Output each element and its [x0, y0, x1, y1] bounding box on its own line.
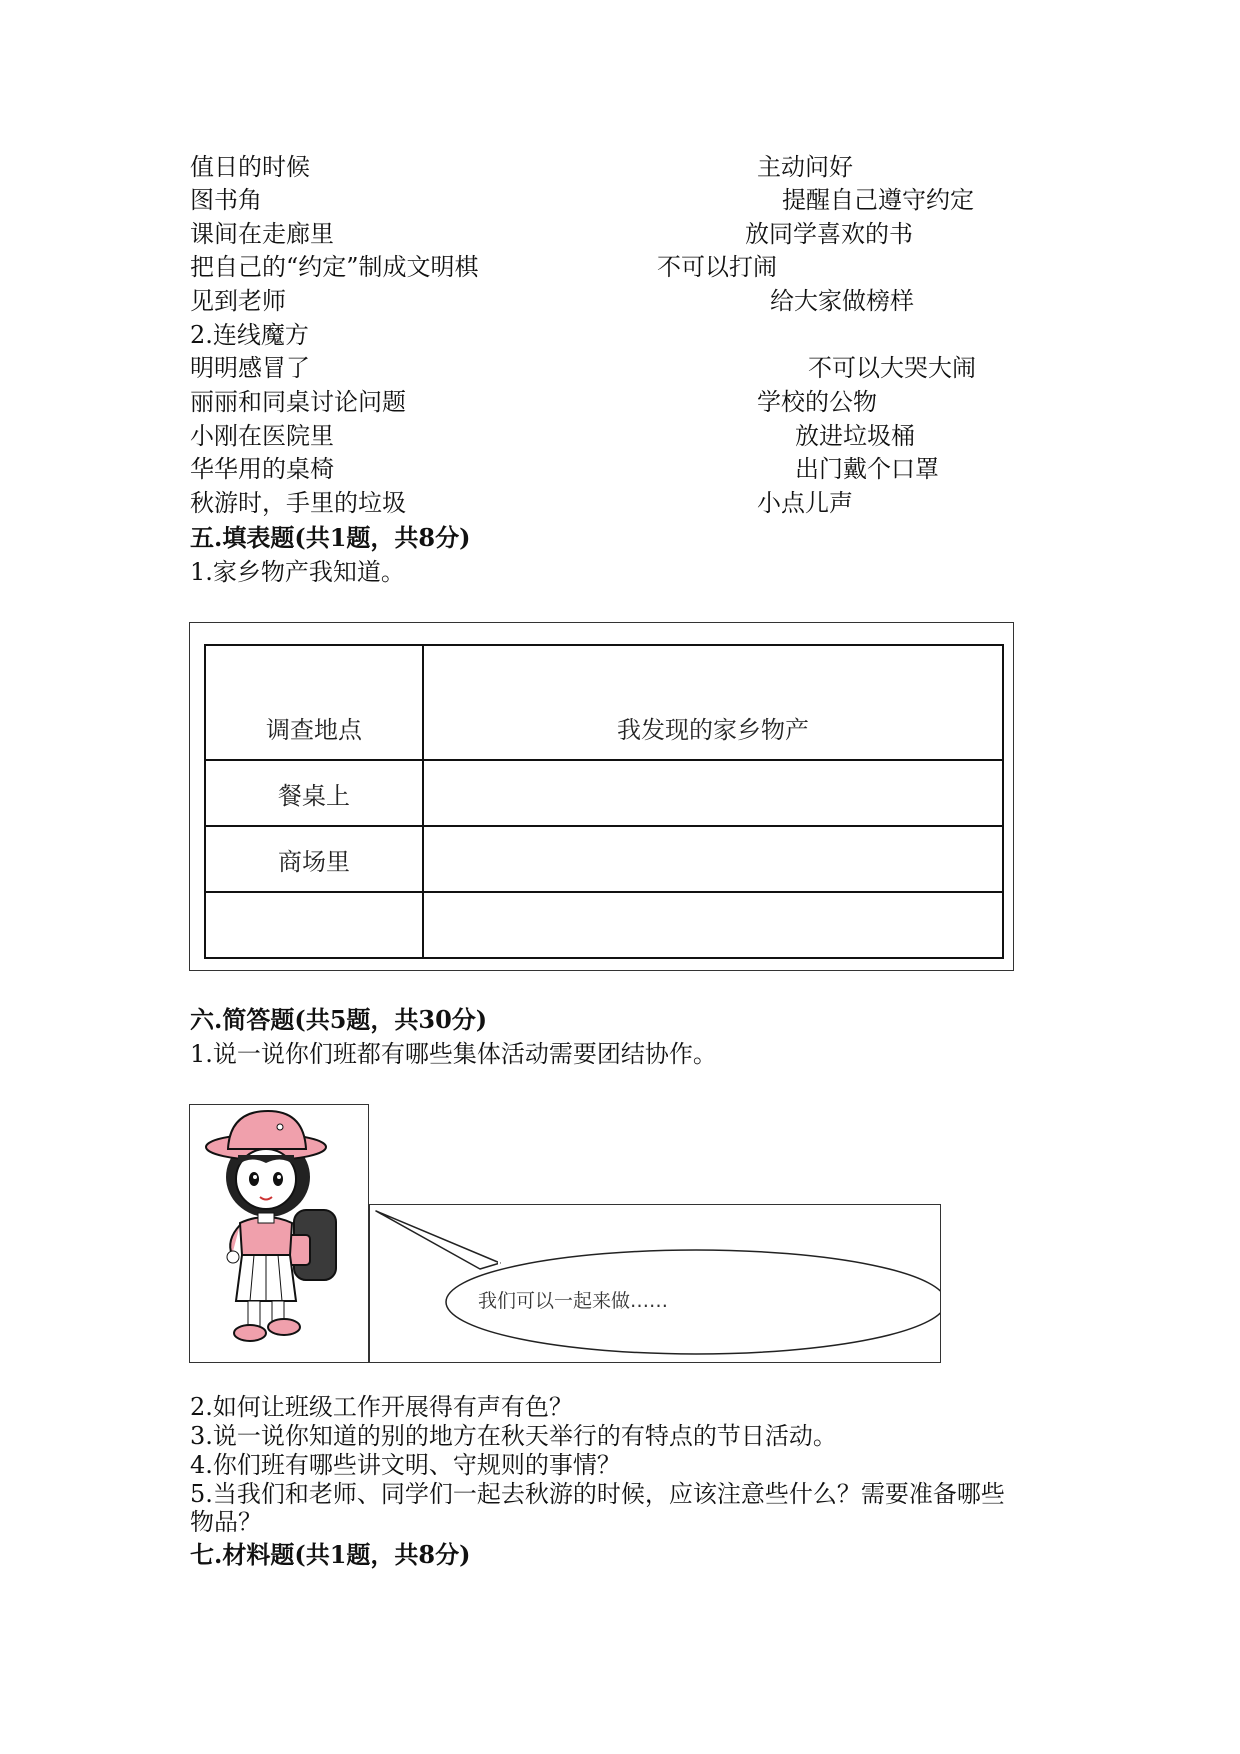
- section6-question-1: 1.说一说你们班都有哪些集体活动需要团结协作。: [190, 1040, 717, 1068]
- section6-question-5: 5.当我们和老师、同学们一起去秋游的时候，应该注意些什么？需要准备哪些: [190, 1480, 1005, 1508]
- table-cell-location[interactable]: [205, 892, 423, 958]
- match2-left-5: 秋游时，手里的垃圾: [190, 489, 406, 517]
- speech-bubble-frame: [369, 1204, 941, 1363]
- match2-right-3: 放进垃圾桶: [795, 422, 915, 450]
- match1-right-4: 不可以打闹: [657, 253, 777, 281]
- match1-left-1: 值日的时候: [190, 153, 310, 181]
- match2-right-2: 学校的公物: [757, 388, 877, 416]
- section6-question-3: 3.说一说你知道的别的地方在秋天举行的有特点的节日活动。: [190, 1422, 837, 1450]
- match2-title: 2.连线魔方: [190, 321, 309, 349]
- table-answer-cell[interactable]: [423, 892, 1003, 958]
- section6-question-4: 4.你们班有哪些讲文明、守规则的事情？: [190, 1451, 621, 1479]
- table-answer-cell[interactable]: [423, 826, 1003, 892]
- match2-left-2: 丽丽和同桌讨论问题: [190, 388, 406, 416]
- speech-bubble-text: 我们可以一起来做……: [478, 1290, 669, 1312]
- section7-title: 七.材料题(共1题，共8分): [190, 1540, 471, 1569]
- match1-left-2: 图书角: [190, 186, 262, 214]
- section6-title: 六.简答题(共5题，共30分): [190, 1005, 488, 1034]
- speech-bubble-icon: [370, 1205, 940, 1362]
- match2-left-3: 小刚在医院里: [190, 422, 334, 450]
- girl-icon: [190, 1105, 368, 1362]
- section6-question-5-cont: 物品？: [190, 1508, 262, 1536]
- match2-right-1: 不可以大哭大闹: [808, 354, 976, 382]
- table-cell-location: 商场里: [205, 826, 423, 892]
- section5-title: 五.填表题(共1题，共8分): [190, 523, 471, 552]
- match1-left-3: 课间在走廊里: [190, 220, 334, 248]
- match1-right-3: 放同学喜欢的书: [745, 220, 913, 248]
- match2-left-1: 明明感冒了: [190, 354, 310, 382]
- section5-question-1: 1.家乡物产我知道。: [190, 558, 405, 586]
- match2-left-4: 华华用的桌椅: [190, 455, 334, 483]
- match1-left-5: 见到老师: [190, 287, 286, 315]
- table-answer-cell[interactable]: [423, 760, 1003, 826]
- hometown-products-table: [204, 644, 1004, 959]
- girl-illustration: [189, 1104, 369, 1363]
- match1-right-5: 给大家做榜样: [770, 287, 914, 315]
- match1-left-4: 把自己的“约定”制成文明棋: [190, 253, 479, 281]
- match2-right-4: 出门戴个口罩: [795, 455, 939, 483]
- table-header-products: 我发现的家乡物产: [423, 645, 1003, 760]
- match2-right-5: 小点儿声: [757, 489, 853, 517]
- table-cell-location: 餐桌上: [205, 760, 423, 826]
- match1-right-2: 提醒自己遵守约定: [782, 186, 974, 214]
- section6-question-2: 2.如何让班级工作开展得有声有色？: [190, 1393, 573, 1421]
- table-header-location: 调查地点: [205, 645, 423, 760]
- match1-right-1: 主动问好: [757, 153, 853, 181]
